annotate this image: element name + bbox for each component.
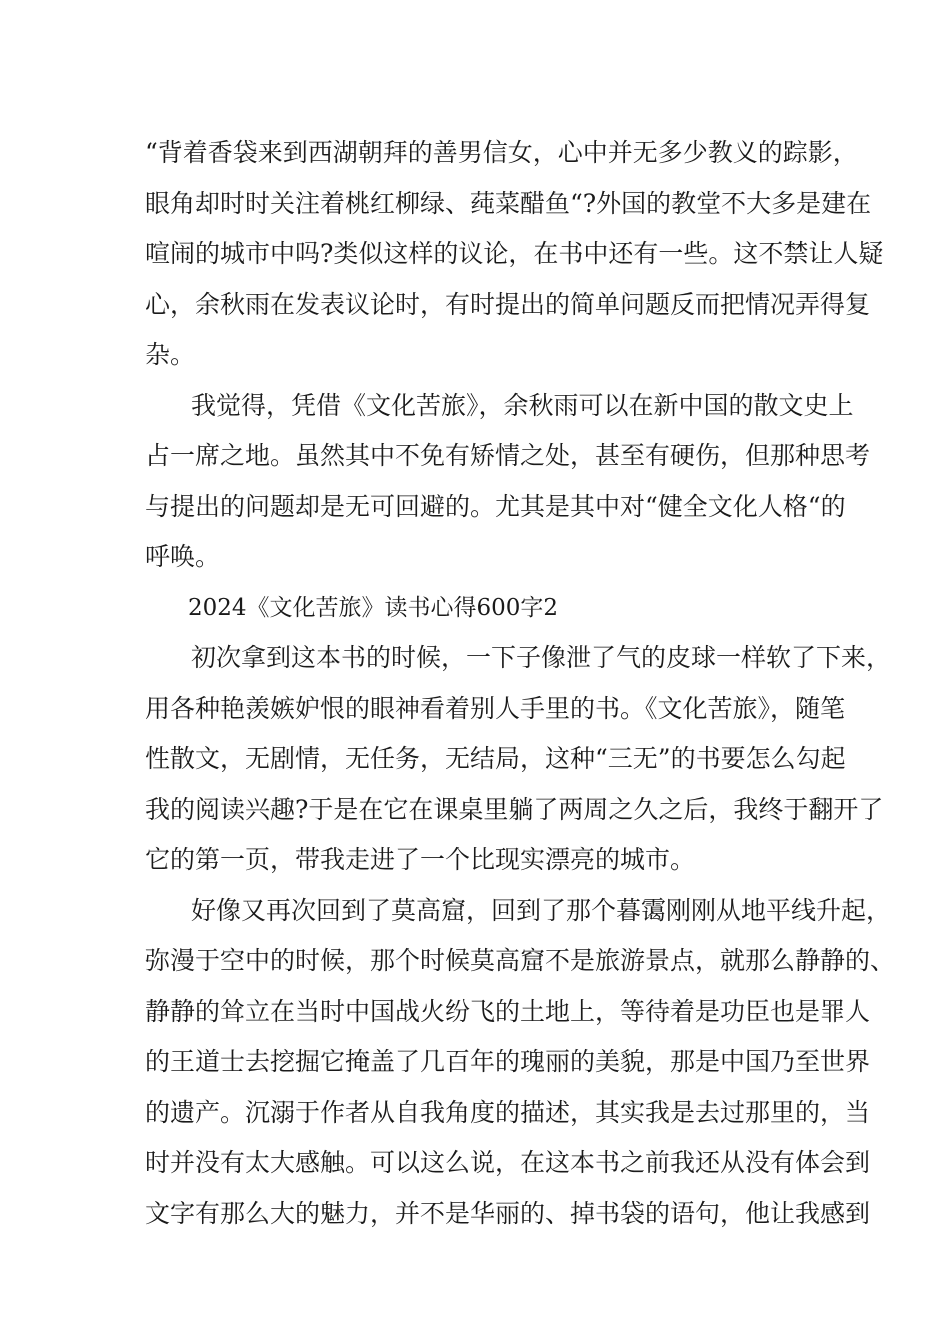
text-line: 眼角却时时关注着桃红柳绿、莼菜醋鱼“?外国的教堂不大多是建在 [145,188,872,218]
text-line: 与提出的问题却是无可回避的。尤其是其中对“健全文化人格“的 [145,491,846,521]
text-line: 时并没有太大感触。可以这么说，在这本书之前我还从没有体会到 [145,1148,871,1177]
text-line: 好像又再次回到了莫高窟，回到了那个暮霭刚刚从地平线升起， [191,895,892,925]
text-line: 的王道士去挖掘它掩盖了几百年的瑰丽的美貌，那是中国乃至世界 [145,1047,871,1076]
paragraph [145,633,892,886]
paragraph-continued [145,128,884,381]
text-line: 弥漫于空中的时候，那个时候莫高窟不是旅游景点，就那么静静的、 [145,946,896,975]
section-heading [145,583,821,634]
paragraph [145,381,871,583]
text-line: 喧闹的城市中吗?类似这样的议论，在书中还有一些。这不禁让人疑 [145,239,884,268]
text-line: 我的阅读兴趣?于是在它在课桌里躺了两周之久之后，我终于翻开了 [145,794,884,824]
text-line: 性散文，无剧情，无任务，无结局，这种“三无”的书要怎么勾起 [145,744,846,773]
text-line: 初次拿到这本书的时候，一下子像泄了气的皮球一样软了下来， [191,643,892,672]
text-line: 占一席之地。虽然其中不免有矫情之处，甚至有硬伤，但那种思考 [145,441,871,470]
heading-text: 2024《文化苦旅》读书心得600字2 [188,594,559,621]
text-line: 静静的耸立在当时中国战火纷飞的土地上，等待着是功臣也是罪人 [145,996,871,1026]
text-line: 它的第一页，带我走进了一个比现实漂亮的城市。 [145,845,696,874]
text-line: 用各种艳羡嫉妒恨的眼神看着别人手里的书。《文化苦旅》，随笔 [145,693,846,723]
paragraph [145,886,896,1240]
text-line: 呼唤。 [145,542,221,571]
text-line: 心，余秋雨在发表议论时，有时提出的简单问题反而把情况弄得复 [145,289,871,319]
text-line: 的遗产。沉溺于作者从自我角度的描述，其实我是去过那里的，当 [145,1097,871,1127]
text-line: 杂。 [145,340,196,369]
text-line: 文字有那么大的魅力，并不是华丽的、掉书袋的语句，他让我感到 [145,1198,871,1228]
document-body [145,128,896,1239]
text-line: 我觉得，凭借《文化苦旅》，余秋雨可以在新中国的散文史上 [191,390,854,420]
text-line: “背着香袋来到西湖朝拜的善男信女，心中并无多少教义的踪影， [145,138,858,167]
